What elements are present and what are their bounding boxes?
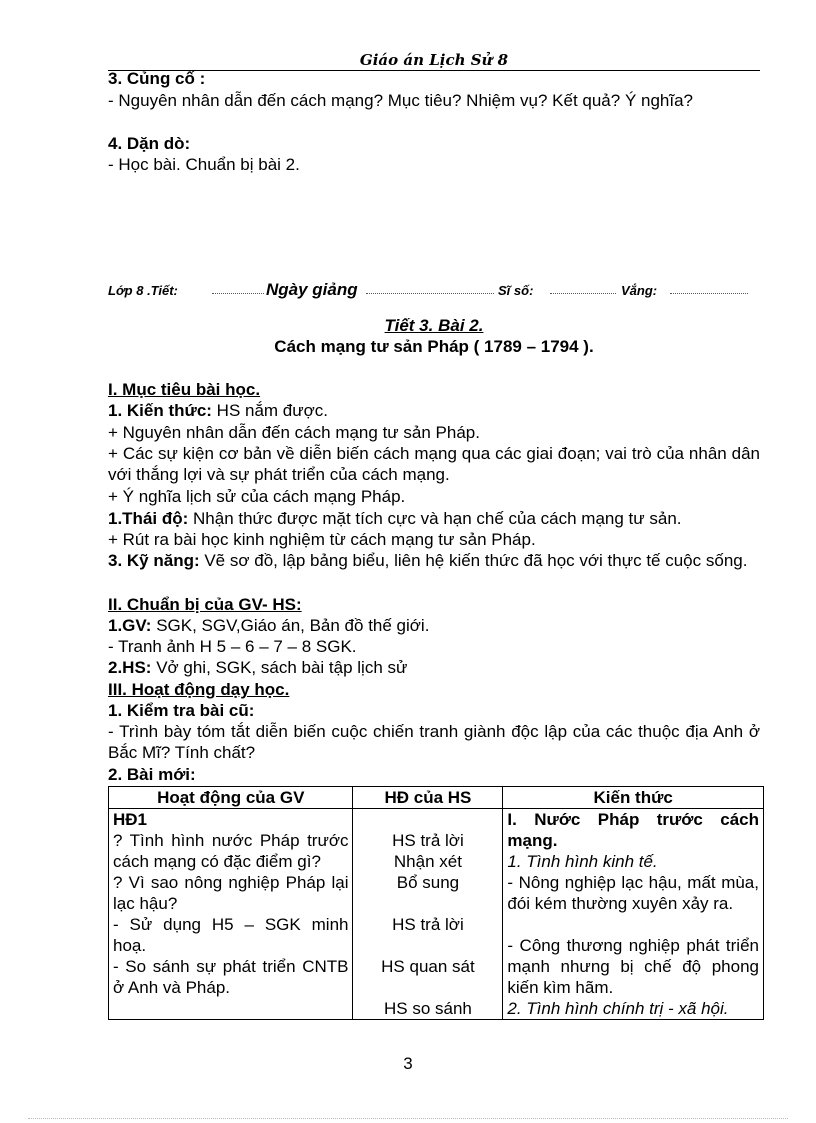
kt-title: I. Nước Pháp trước cách mạng. [507, 810, 759, 850]
gv-text: SGK, SGV,Giáo án, Bản đồ thế giới. [151, 616, 430, 635]
kt-paragraph-2: - Công thương nghiệp phát triển mạnh nhưng bị chế độ phong kiến kìm hãm. [507, 936, 759, 997]
ngay-label: Ngày giảng [266, 280, 358, 299]
hs-label: 2.HS: [108, 658, 152, 677]
kt-subtitle-2: 2. Tình hình chính trị - xã hội. [507, 999, 729, 1018]
kienthuc-item-2: + Các sự kiện cơ bản về diễn biến cách mạng qua các giai đoạn; vai trò của nhân dân với thắng lợi và sự phát triển của cách mạng. [108, 444, 760, 484]
table-header-row [109, 787, 764, 809]
kt-subtitle-1: 1. Tình hình kinh tế. [507, 852, 658, 871]
gv-line [108, 615, 760, 636]
siso-label: Sĩ số: [498, 283, 534, 298]
kt-spacer [507, 914, 759, 935]
kt-paragraph-1: - Nông nghiệp lạc hậu, mất mùa, đói kém thường xuyên xảy ra. [507, 873, 759, 913]
thaido-text: Nhận thức được mặt tích cực và hạn chế của cách mạng tư sản. [188, 509, 682, 528]
header-kienthuc: Kiến thức [503, 787, 764, 809]
header-gv: Hoạt động của GV [109, 787, 353, 809]
kynang-text: Vẽ sơ đồ, lập bảng biểu, liên hệ kiến thức đã học với thực tế cuộc sống. [199, 551, 748, 570]
dando-title: 4. Dặn dò: [108, 134, 191, 153]
lop-label: Lớp 8 .Tiết: [108, 283, 178, 298]
baimoi-label: 2. Bài mới: [108, 765, 196, 784]
hs-action-4: HS trả lời [392, 915, 464, 934]
table-row [109, 809, 764, 1020]
hs-text: Vở ghi, SGK, sách bài tập lịch sử [151, 658, 408, 677]
lesson-table [108, 786, 764, 1020]
ngay-blank [366, 283, 494, 294]
cungco-title: 3. Củng cố : [108, 69, 206, 88]
hs-line [108, 657, 760, 678]
dando-text: - Học bài. Chuẩn bị bài 2. [108, 155, 300, 174]
gv-question-3: - Sử dụng H5 – SGK minh hoạ. [113, 915, 349, 955]
gv-item: - Tranh ảnh H 5 – 6 – 7 – 8 SGK. [108, 637, 357, 656]
kienthuc-text: HS nắm được. [211, 401, 328, 420]
section2-heading: II. Chuẩn bị của GV- HS: [108, 595, 302, 614]
kienthuc-label: 1. Kiến thức: [108, 401, 212, 420]
hs-spacer [357, 935, 498, 956]
kienthuc-line [108, 400, 760, 421]
gv-question-4: - So sánh sự phát triển CNTB ở Anh và Pháp. [113, 957, 349, 997]
header-hs: HĐ của HS [353, 787, 503, 809]
hs-spacer [357, 809, 498, 830]
bottom-rule [28, 1118, 788, 1119]
kienthuc-item-3: + Ý nghĩa lịch sử của cách mạng Pháp. [108, 487, 406, 506]
hs-spacer [357, 977, 498, 998]
hs-action-3: Bổ sung [396, 873, 460, 892]
hs-cell [353, 809, 503, 1020]
ktbc-label: 1. Kiểm tra bài cũ: [108, 701, 255, 720]
hs-action-1: HS trả lời [392, 831, 464, 850]
kynang-label: 3. Kỹ năng: [108, 551, 200, 570]
hs-action-6: HS so sánh [383, 999, 472, 1018]
gv-question-1: ? Tình hình nước Pháp trước cách mạng có đặc điểm gì? [113, 831, 349, 871]
page-header: Giáo án Lịch Sử 8 [108, 50, 760, 71]
hs-action-2: Nhận xét [393, 852, 462, 871]
thaido-item: + Rút ra bài học kinh nghiệm từ cách mạng tư sản Pháp. [108, 530, 536, 549]
siso-blank [550, 283, 616, 294]
ktbc-text: - Trình bày tóm tắt diễn biến cuộc chiến tranh giành độc lập của các thuộc địa Anh ở Bắc Mĩ? Tính chất? [108, 722, 760, 762]
vang-label: Vắng: [621, 283, 658, 298]
hs-action-5: HS quan sát [381, 957, 475, 976]
section1-heading: I. Mục tiêu bài học. [108, 380, 261, 399]
gv-cell [109, 809, 353, 1020]
kienthuc-cell [503, 809, 764, 1020]
lesson-title: Tiết 3. Bài 2. [384, 316, 484, 335]
thaido-line [108, 508, 760, 529]
hs-spacer [357, 893, 498, 914]
vang-blank [670, 283, 748, 294]
cungco-text: - Nguyên nhân dẫn đến cách mạng? Mục tiêu? Nhiệm vụ? Kết quả? Ý nghĩa? [108, 91, 693, 110]
thaido-label: 1.Thái độ: [108, 509, 189, 528]
gv-label: 1.GV: [108, 616, 152, 635]
kienthuc-item-1: + Nguyên nhân dẫn đến cách mạng tư sản Pháp. [108, 423, 480, 442]
kynang-line [108, 550, 760, 571]
hd1-label: HĐ1 [113, 810, 148, 829]
gv-question-2: ? Vì sao nông nghiệp Pháp lại lạc hậu? [113, 873, 349, 913]
page-number: 3 [403, 1054, 413, 1073]
section3-heading: III. Hoạt động dạy học. [108, 680, 290, 699]
lesson-subtitle: Cách mạng tư sản Pháp ( 1789 – 1794 ). [274, 337, 594, 356]
tiet-blank [212, 283, 264, 294]
